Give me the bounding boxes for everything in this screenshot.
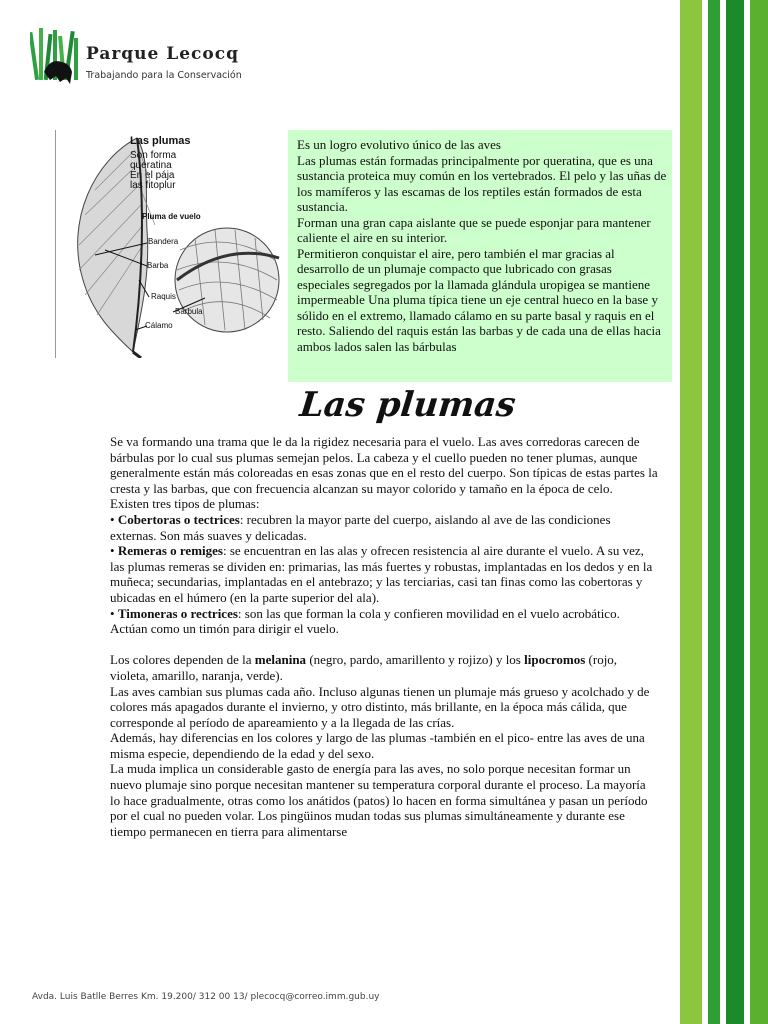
bullet: • xyxy=(110,605,118,621)
feather-type-desc: : recubren la mayor parte del cuerpo, aislando al ave de las condiciones externas. Son más suaves y delicadas. xyxy=(110,511,611,543)
feather-type-name: Cobertoras o tectrices xyxy=(117,511,240,527)
paragraph: Las aves cambian sus plumas cada año. Incluso algunas tienen un plumaje más grueso y acolchado y de colores más apagados durante el invierno, y otro distinto, más brillante, en la época más cálida, que corresponde al período de apareamiento y a la llegada de las crías. xyxy=(110,683,650,730)
article-body xyxy=(110,434,658,839)
intro-line: Forman una gran capa aislante que se puede esponjar para mantener caliente el aire en su interior. xyxy=(297,214,651,245)
label-bandera: Bandera xyxy=(148,237,179,246)
label-barbula: Bárbula xyxy=(175,307,203,316)
text-run: Los colores dependen de la xyxy=(110,652,255,668)
text-run: (rojo, violeta, amarillo, naranja, verde). xyxy=(110,652,618,683)
feather-type-name: Timoneras o rectrices xyxy=(117,605,238,621)
figure-caption-line: En el pája xyxy=(130,170,175,181)
figure-title: Las plumas xyxy=(130,135,191,147)
text-run: (negro, pardo, amarillento y rojizo) y los xyxy=(306,652,525,668)
figure-caption-line: queratina xyxy=(130,160,172,171)
label-raquis: Raquis xyxy=(151,292,176,301)
spacer xyxy=(110,637,658,653)
feather-type-name: Remeras o remiges xyxy=(117,543,223,559)
intro-line: Las plumas están formadas principalmente por queratina, que es una sustancia proteica muy común en los vertebrados. El pelo y las uñas de los mamíferos y las escamas de los reptiles están formados de esta sustancia. xyxy=(297,152,667,214)
feather-type-desc: : son las que forman la cola y confieren movilidad en el vuelo acrobático. Actúan como un timón para dirigir el vuelo. xyxy=(110,605,620,637)
figure-caption-line: Son forma xyxy=(130,150,177,161)
term-lipocromos: lipocromos xyxy=(524,652,586,668)
page-title: Las plumas xyxy=(297,385,518,425)
paragraph: Se va formando una trama que le da la rigidez necesaria para el vuelo. Las aves corredoras carecen de bárbulas por lo cual sus plumas semejan pelos. La cabeza y el cuello pueden no tener plumas, aunque generalmente están más coloreadas en esas zonas que en el resto del cuerpo. Son típicas de estas partes la cresta y las barbas, que con frecuencia alcanzan su mayor colorido y tamaño en la época de celo. xyxy=(110,434,658,496)
paragraph: La muda implica un considerable gasto de energía para las aves, no solo porque necesitan formar un nuevo plumaje sino porque necesitan mantener su temperatura corporal durante el proceso. La mayoría lo hace gradualmente, otras como los anátidos (patos) lo hacen en forma simultánea y pasan un período por el cual no pueden volar. Los pingüinos mudan todas sus plumas simultáneamente y durante ese tiempo permanecen en tierra para alimentarse xyxy=(110,761,648,839)
label-barba: Barba xyxy=(147,261,169,270)
feather-diagram xyxy=(55,130,283,358)
label-calamo: Cálamo xyxy=(145,321,173,330)
paragraph: Además, hay diferencias en los colores y largo de las plumas -también en el pico- entre las aves de una misma especie, dependiendo de la edad y del sexo. xyxy=(110,730,645,761)
bullet: • xyxy=(110,543,118,559)
brand-tagline: Trabajando para la Conservación xyxy=(86,70,242,81)
figure-subtitle: Pluma de vuelo xyxy=(142,212,201,221)
bullet: • xyxy=(110,511,118,527)
grass-logo-icon xyxy=(30,28,86,88)
feather-type-item xyxy=(110,543,658,605)
feather-type-desc: : se encuentran en las alas y ofrecen resistencia al aire durante el vuelo. A su vez, las plumas remeras se dividen en: primarias, las más fuertes y robustas, implantadas en los dedos y en la muñeca; secundarias, implantadas en el antebrazo; y las terciarias, casi tan finas como las cobertoras y ubicadas en el húmero (en la parte superior del ala). xyxy=(110,543,653,605)
colors-paragraph xyxy=(110,652,658,683)
footer-address: Avda. Luis Batlle Berres Km. 19.200/ 312 00 13/ plecocq@correo.imm.gub.uy xyxy=(32,992,380,1002)
term-melanina: melanina xyxy=(254,652,307,668)
intro-text xyxy=(297,137,667,354)
intro-line: Permitieron conquistar el aire, pero también el mar gracias al desarrollo de un plumaje compacto que lubricado con grasas especiales segregados por la llamada glándula uropigea se mantiene impermeable Una pluma típica tiene un eje central hueco en la base y sólido en el extremo, llamado cálamo en su parte basal y raquis en el resto. Saliendo del raquis están las barbas y de cada una de ellas hacia ambos lados salen las bárbulas xyxy=(297,245,661,354)
feather-type-item xyxy=(110,606,658,637)
feather-type-item xyxy=(110,512,658,543)
intro-line: Es un logro evolutivo único de las aves xyxy=(297,137,501,152)
paragraph: Existen tres tipos de plumas: xyxy=(110,496,260,512)
figure-caption-line: las fitoplur xyxy=(130,180,176,191)
brand-name: Parque Lecocq xyxy=(86,44,239,64)
